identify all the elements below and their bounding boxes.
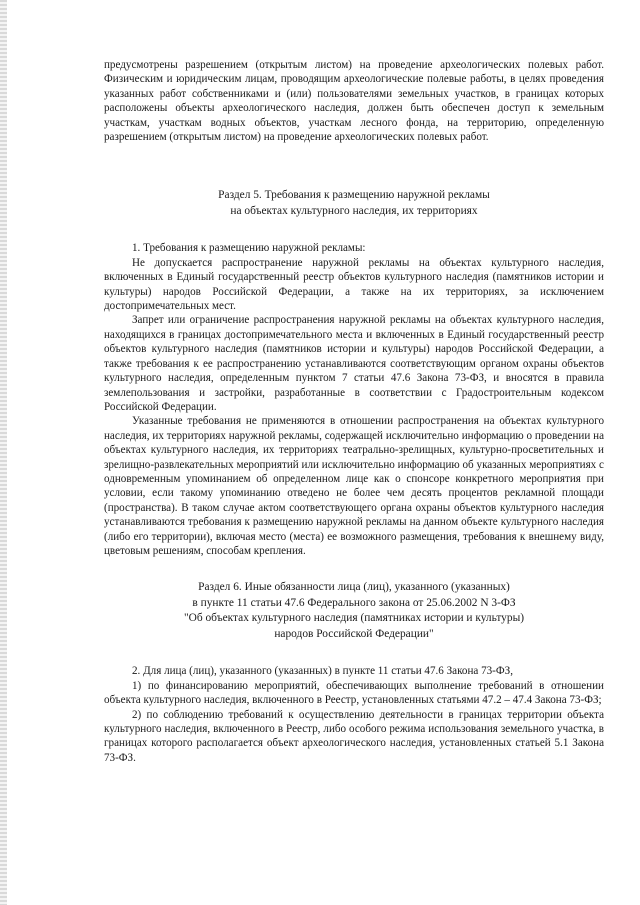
intro-paragraph: предусмотрены разрешением (открытым листом) на проведение археологических полевых работ. Физическим и юридическим лицам, проводящим археологические полевые работы, в целях проведения указанных работ собственниками и (или) пользователями земельных участков, в границах которых расположены объекты археологического наследия, должен быть обеспечен доступ к земельным участкам, участкам водных объектов, участкам лесного фонда, на территорию, определенную разрешением (открытым листом) на проведение археологических полевых работ. [104,59,604,144]
section-5-item-1-title: 1. Требования к размещению наружной рекламы: [132,242,366,255]
section-6-heading [104,580,604,642]
scan-left-edge [0,0,7,905]
section-5-paragraph-2: Запрет или ограничение распространения наружной рекламы на объектах культурного наследия, находящихся в границах достопримечательного места и включенных в Единый государственный реестр объектов культурного наследия (памятников истории и культуры) народов Российской Федерации, а также требования к ее распространению устанавливаются соответствующим органом охраны объектов культурного наследия, определенным пунктом 7 статьи 47.6 Закона 73-ФЗ, и вносятся в правила землепользования и застройки, разработанные в соответствии с Градостроительным кодексом Российской Федерации. [104,314,604,413]
section-5-paragraph-1: Не допускается распространение наружной рекламы на объектах культурного наследия, включенных в Единый государственный реестр объектов культурного наследия (памятников истории и культуры) народов Российской Федерации, а также на их территориях, за исключением достопримечательных мест. [104,256,604,313]
section-6-heading-line-4: народов Российской Федерации" [274,627,434,640]
document-page [104,58,604,765]
section-5-heading-line-2: на объектах культурного наследия, их территориях [230,204,478,217]
section-6-heading-line-1: Раздел 6. Иные обязанности лица (лиц), указанного (указанных) [198,581,510,594]
section-6-paragraph-1: 1) по финансированию мероприятий, обеспечивающих выполнение требований в отношении объекта культурного наследия, включенного в Реестр, установленных статьями 47.2 – 47.4 Закона 73-ФЗ; [104,679,604,707]
section-5-heading [104,188,604,219]
section-5-paragraph-3: Указанные требования не применяются в отношении распространения на объектах культурного наследия, их территориях наружной рекламы, содержащей исключительно информацию о проведении на объектах культурного наследия, их территориях театрально-зрелищных, культурно-просветительных и зрелищно-развлекательных мероприятий или исключительно информацию об указанных мероприятиях с одновременным упоминанием об определенном лице как о спонсоре конкретного мероприятия при условии, если такому упоминанию отведено не более чем десять процентов рекламной площади (пространства). В таком случае актом соответствующего органа охраны объектов культурного наследия устанавливаются требования к размещению наружной рекламы на данном объекте культурного наследия (либо его территории), включая место (места) ее возможного размещения, требования к внешнему виду, цветовым решениям, способам крепления. [104,415,604,557]
section-6-item-2-title: 2. Для лица (лиц), указанного (указанных) в пункте 11 статьи 47.6 Закона 73-ФЗ, [132,665,513,678]
section-6-paragraph-2: 2) по соблюдению требований к осуществлению деятельности в границах территории объекта культурного наследия, включенного в Реестр, либо особого режима использования земельного участка, в границах которого располагается объект археологического наследия, установленных статьей 5.1 Закона 73-ФЗ. [104,708,604,764]
section-6-heading-line-3: "Об объектах культурного наследия (памятниках истории и культуры) [183,612,525,625]
section-5-heading-line-1: Раздел 5. Требования к размещению наружной рекламы [218,189,490,202]
section-6-heading-line-2: в пункте 11 статьи 47.6 Федерального закона от 25.06.2002 N 3-ФЗ [192,596,516,609]
